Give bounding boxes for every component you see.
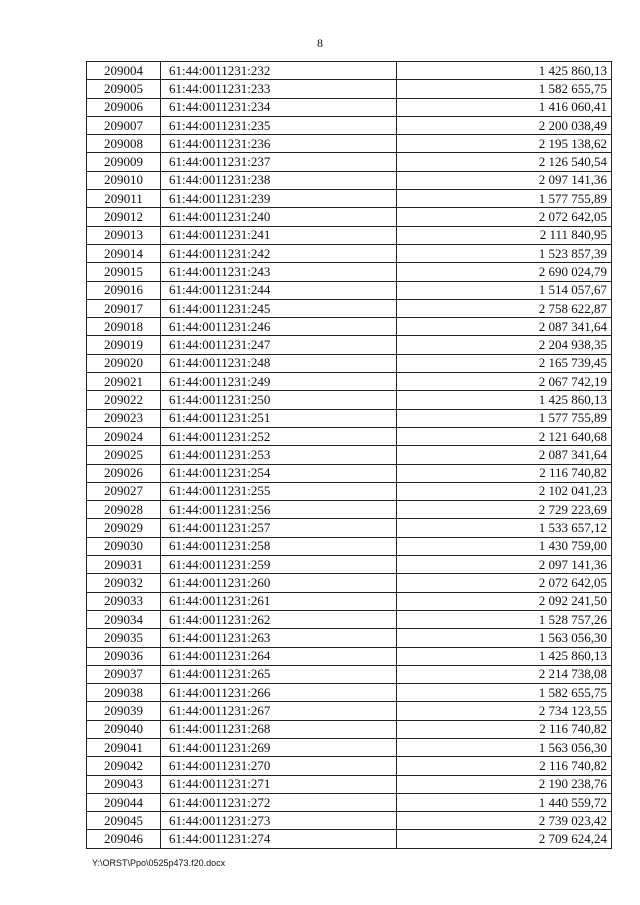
table-row bbox=[87, 281, 612, 299]
code-cell: 209044 bbox=[87, 793, 161, 811]
amount-cell: 2 165 739,45 bbox=[397, 354, 612, 372]
code-cell: 209010 bbox=[87, 171, 161, 189]
code-cell: 209025 bbox=[87, 446, 161, 464]
amount-cell: 2 087 341,64 bbox=[397, 318, 612, 336]
amount-cell: 1 425 860,13 bbox=[397, 62, 612, 80]
amount-cell: 1 528 757,26 bbox=[397, 610, 612, 628]
amount-cell: 1 425 860,13 bbox=[397, 647, 612, 665]
table-row bbox=[87, 263, 612, 281]
cadastral-number-cell: 61:44:0011231:261 bbox=[161, 592, 397, 610]
cadastral-number-cell: 61:44:0011231:233 bbox=[161, 80, 397, 98]
table-row bbox=[87, 647, 612, 665]
code-cell: 209046 bbox=[87, 830, 161, 848]
table-row bbox=[87, 190, 612, 208]
code-cell: 209020 bbox=[87, 354, 161, 372]
cadastral-number-cell: 61:44:0011231:255 bbox=[161, 482, 397, 500]
code-cell: 209034 bbox=[87, 610, 161, 628]
amount-cell: 2 195 138,62 bbox=[397, 135, 612, 153]
code-cell: 209040 bbox=[87, 720, 161, 738]
amount-cell: 2 072 642,05 bbox=[397, 574, 612, 592]
code-cell: 209019 bbox=[87, 336, 161, 354]
table-row bbox=[87, 171, 612, 189]
amount-cell: 2 097 141,36 bbox=[397, 171, 612, 189]
table-row bbox=[87, 684, 612, 702]
amount-cell: 2 190 238,76 bbox=[397, 775, 612, 793]
code-cell: 209009 bbox=[87, 153, 161, 171]
code-cell: 209015 bbox=[87, 263, 161, 281]
amount-cell: 2 200 038,49 bbox=[397, 116, 612, 134]
table-row bbox=[87, 592, 612, 610]
cadastral-number-cell: 61:44:0011231:268 bbox=[161, 720, 397, 738]
amount-cell: 2 116 740,82 bbox=[397, 464, 612, 482]
page-number: 8 bbox=[317, 36, 323, 50]
amount-cell: 2 739 023,42 bbox=[397, 812, 612, 830]
table-row bbox=[87, 226, 612, 244]
code-cell: 209036 bbox=[87, 647, 161, 665]
code-cell: 209037 bbox=[87, 665, 161, 683]
amount-cell: 2 690 024,79 bbox=[397, 263, 612, 281]
cadastral-number-cell: 61:44:0011231:241 bbox=[161, 226, 397, 244]
table-row bbox=[87, 775, 612, 793]
cadastral-number-cell: 61:44:0011231:236 bbox=[161, 135, 397, 153]
cadastral-number-cell: 61:44:0011231:264 bbox=[161, 647, 397, 665]
cadastral-number-cell: 61:44:0011231:251 bbox=[161, 409, 397, 427]
code-cell: 209004 bbox=[87, 62, 161, 80]
cadastral-number-cell: 61:44:0011231:235 bbox=[161, 116, 397, 134]
amount-cell: 1 430 759,00 bbox=[397, 537, 612, 555]
code-cell: 209013 bbox=[87, 226, 161, 244]
cadastral-number-cell: 61:44:0011231:238 bbox=[161, 171, 397, 189]
amount-cell: 2 204 938,35 bbox=[397, 336, 612, 354]
table-row bbox=[87, 62, 612, 80]
amount-cell: 1 563 056,30 bbox=[397, 738, 612, 756]
amount-cell: 1 440 559,72 bbox=[397, 793, 612, 811]
table-row bbox=[87, 574, 612, 592]
table-body bbox=[87, 62, 612, 849]
table-row bbox=[87, 446, 612, 464]
cadastral-number-cell: 61:44:0011231:271 bbox=[161, 775, 397, 793]
amount-cell: 2 214 738,08 bbox=[397, 665, 612, 683]
cadastral-number-cell: 61:44:0011231:267 bbox=[161, 702, 397, 720]
amount-cell: 2 709 624,24 bbox=[397, 830, 612, 848]
code-cell: 209007 bbox=[87, 116, 161, 134]
code-cell: 209022 bbox=[87, 391, 161, 409]
cadastral-number-cell: 61:44:0011231:257 bbox=[161, 519, 397, 537]
cadastral-number-cell: 61:44:0011231:248 bbox=[161, 354, 397, 372]
code-cell: 209039 bbox=[87, 702, 161, 720]
table-row bbox=[87, 208, 612, 226]
code-cell: 209033 bbox=[87, 592, 161, 610]
cadastral-number-cell: 61:44:0011231:249 bbox=[161, 373, 397, 391]
amount-cell: 1 514 057,67 bbox=[397, 281, 612, 299]
table-row bbox=[87, 464, 612, 482]
table-row bbox=[87, 427, 612, 445]
code-cell: 209028 bbox=[87, 501, 161, 519]
table-row bbox=[87, 812, 612, 830]
amount-cell: 2 121 640,68 bbox=[397, 427, 612, 445]
table-row bbox=[87, 757, 612, 775]
code-cell: 209035 bbox=[87, 629, 161, 647]
table-row bbox=[87, 629, 612, 647]
table-row bbox=[87, 702, 612, 720]
table-row bbox=[87, 318, 612, 336]
cadastral-number-cell: 61:44:0011231:270 bbox=[161, 757, 397, 775]
amount-cell: 2 092 241,50 bbox=[397, 592, 612, 610]
data-table bbox=[86, 61, 612, 849]
code-cell: 209017 bbox=[87, 299, 161, 317]
amount-cell: 1 577 755,89 bbox=[397, 190, 612, 208]
cadastral-number-cell: 61:44:0011231:273 bbox=[161, 812, 397, 830]
code-cell: 209042 bbox=[87, 757, 161, 775]
table-row bbox=[87, 720, 612, 738]
table-row bbox=[87, 793, 612, 811]
code-cell: 209024 bbox=[87, 427, 161, 445]
table-row bbox=[87, 354, 612, 372]
table-row bbox=[87, 336, 612, 354]
code-cell: 209023 bbox=[87, 409, 161, 427]
cadastral-number-cell: 61:44:0011231:266 bbox=[161, 684, 397, 702]
code-cell: 209032 bbox=[87, 574, 161, 592]
table-row bbox=[87, 80, 612, 98]
code-cell: 209029 bbox=[87, 519, 161, 537]
table-row bbox=[87, 501, 612, 519]
cadastral-number-cell: 61:44:0011231:252 bbox=[161, 427, 397, 445]
amount-cell: 2 111 840,95 bbox=[397, 226, 612, 244]
code-cell: 209011 bbox=[87, 190, 161, 208]
table-row bbox=[87, 665, 612, 683]
code-cell: 209018 bbox=[87, 318, 161, 336]
cadastral-number-cell: 61:44:0011231:242 bbox=[161, 244, 397, 262]
amount-cell: 2 102 041,23 bbox=[397, 482, 612, 500]
table-row bbox=[87, 373, 612, 391]
cadastral-number-cell: 61:44:0011231:259 bbox=[161, 556, 397, 574]
table-row bbox=[87, 98, 612, 116]
code-cell: 209031 bbox=[87, 556, 161, 574]
cadastral-number-cell: 61:44:0011231:244 bbox=[161, 281, 397, 299]
amount-cell: 2 067 742,19 bbox=[397, 373, 612, 391]
table-row bbox=[87, 299, 612, 317]
cadastral-number-cell: 61:44:0011231:245 bbox=[161, 299, 397, 317]
table-row bbox=[87, 556, 612, 574]
amount-cell: 1 416 060,41 bbox=[397, 98, 612, 116]
table-row bbox=[87, 244, 612, 262]
amount-cell: 2 116 740,82 bbox=[397, 720, 612, 738]
cadastral-number-cell: 61:44:0011231:253 bbox=[161, 446, 397, 464]
cadastral-number-cell: 61:44:0011231:274 bbox=[161, 830, 397, 848]
cadastral-number-cell: 61:44:0011231:246 bbox=[161, 318, 397, 336]
table-row bbox=[87, 482, 612, 500]
code-cell: 209006 bbox=[87, 98, 161, 116]
amount-cell: 2 087 341,64 bbox=[397, 446, 612, 464]
amount-cell: 1 582 655,75 bbox=[397, 80, 612, 98]
cadastral-number-cell: 61:44:0011231:247 bbox=[161, 336, 397, 354]
table-row bbox=[87, 537, 612, 555]
amount-cell: 1 563 056,30 bbox=[397, 629, 612, 647]
code-cell: 209030 bbox=[87, 537, 161, 555]
table-row bbox=[87, 830, 612, 848]
table-row bbox=[87, 153, 612, 171]
table-row bbox=[87, 519, 612, 537]
table-row bbox=[87, 391, 612, 409]
cadastral-number-cell: 61:44:0011231:240 bbox=[161, 208, 397, 226]
code-cell: 209038 bbox=[87, 684, 161, 702]
table-row bbox=[87, 116, 612, 134]
code-cell: 209012 bbox=[87, 208, 161, 226]
table-row bbox=[87, 738, 612, 756]
code-cell: 209043 bbox=[87, 775, 161, 793]
cadastral-number-cell: 61:44:0011231:234 bbox=[161, 98, 397, 116]
amount-cell: 2 116 740,82 bbox=[397, 757, 612, 775]
cadastral-number-cell: 61:44:0011231:258 bbox=[161, 537, 397, 555]
amount-cell: 1 533 657,12 bbox=[397, 519, 612, 537]
cadastral-number-cell: 61:44:0011231:265 bbox=[161, 665, 397, 683]
cadastral-number-cell: 61:44:0011231:232 bbox=[161, 62, 397, 80]
table-row bbox=[87, 135, 612, 153]
amount-cell: 1 425 860,13 bbox=[397, 391, 612, 409]
cadastral-number-cell: 61:44:0011231:260 bbox=[161, 574, 397, 592]
amount-cell: 1 577 755,89 bbox=[397, 409, 612, 427]
amount-cell: 2 729 223,69 bbox=[397, 501, 612, 519]
code-cell: 209005 bbox=[87, 80, 161, 98]
cadastral-number-cell: 61:44:0011231:237 bbox=[161, 153, 397, 171]
code-cell: 209016 bbox=[87, 281, 161, 299]
amount-cell: 2 126 540,54 bbox=[397, 153, 612, 171]
amount-cell: 2 072 642,05 bbox=[397, 208, 612, 226]
code-cell: 209021 bbox=[87, 373, 161, 391]
code-cell: 209027 bbox=[87, 482, 161, 500]
cadastral-number-cell: 61:44:0011231:250 bbox=[161, 391, 397, 409]
footer-file-path: Y:\ORST\Ppo\0525p473.f20.docx bbox=[92, 858, 226, 868]
cadastral-number-cell: 61:44:0011231:272 bbox=[161, 793, 397, 811]
code-cell: 209026 bbox=[87, 464, 161, 482]
code-cell: 209008 bbox=[87, 135, 161, 153]
amount-cell: 1 582 655,75 bbox=[397, 684, 612, 702]
cadastral-number-cell: 61:44:0011231:269 bbox=[161, 738, 397, 756]
amount-cell: 1 523 857,39 bbox=[397, 244, 612, 262]
code-cell: 209014 bbox=[87, 244, 161, 262]
cadastral-number-cell: 61:44:0011231:262 bbox=[161, 610, 397, 628]
cadastral-number-cell: 61:44:0011231:243 bbox=[161, 263, 397, 281]
cadastral-number-cell: 61:44:0011231:254 bbox=[161, 464, 397, 482]
code-cell: 209041 bbox=[87, 738, 161, 756]
cadastral-number-cell: 61:44:0011231:263 bbox=[161, 629, 397, 647]
amount-cell: 2 097 141,36 bbox=[397, 556, 612, 574]
table-row bbox=[87, 409, 612, 427]
cadastral-number-cell: 61:44:0011231:239 bbox=[161, 190, 397, 208]
amount-cell: 2 734 123,55 bbox=[397, 702, 612, 720]
table-row bbox=[87, 610, 612, 628]
cadastral-number-cell: 61:44:0011231:256 bbox=[161, 501, 397, 519]
amount-cell: 2 758 622,87 bbox=[397, 299, 612, 317]
code-cell: 209045 bbox=[87, 812, 161, 830]
